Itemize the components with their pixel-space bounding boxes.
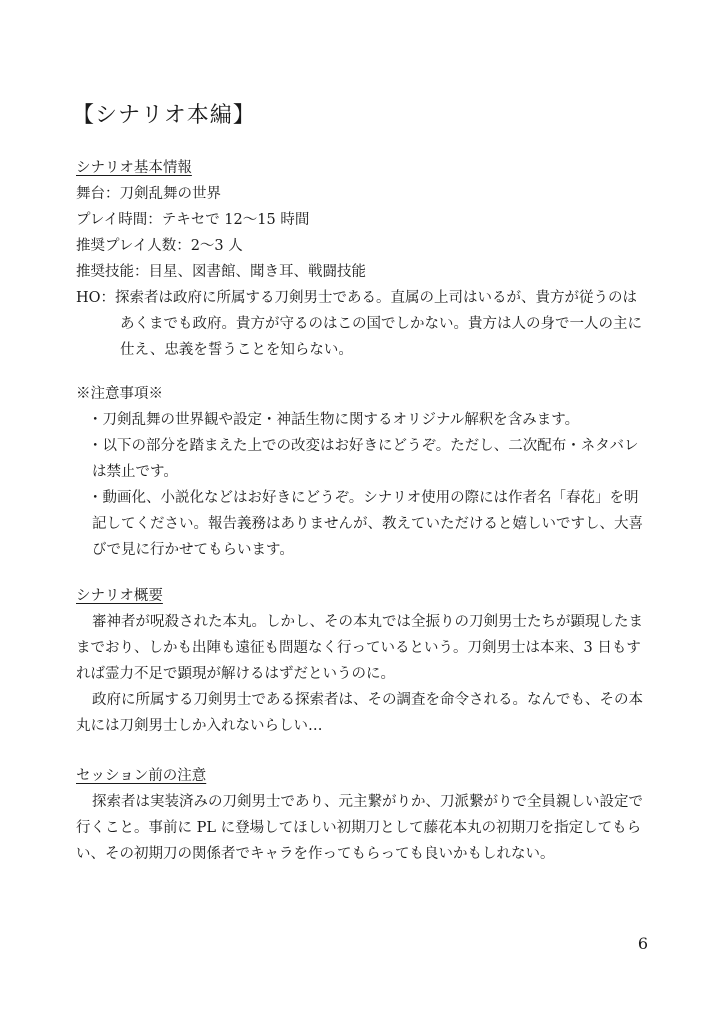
page-number: 6 <box>637 934 648 953</box>
note-line-6: びで見に行かせてもらいます。 <box>92 542 294 558</box>
overview-line-3: れば霊力不足で顕現が解けるはずだというのに。 <box>76 666 395 682</box>
overview-line-5: 丸には刀剣男士しか入れないらしい… <box>76 718 323 734</box>
play-time-line: プレイ時間：テキセで 12〜15 時間 <box>76 212 310 228</box>
pre-session-heading: セッション前の注意 <box>76 768 207 784</box>
overview-line-2: までおり、しかも出陣も遠征も問題なく行っているという。刀剣男士は本来、3 日もす <box>76 640 641 656</box>
stage-line: 舞台：刀剣乱舞の世界 <box>76 186 221 202</box>
ho-line-3: 仕え、忠義を誓うことを知らない。 <box>120 342 353 358</box>
overview-heading: シナリオ概要 <box>76 588 163 604</box>
ho-line-2: あくまでも政府。貴方が守るのはこの国でしかない。貴方は人の身で一人の主に <box>120 316 642 332</box>
ho-line-1: HO：探索者は政府に所属する刀剣男士である。直属の上司はいるが、貴方が従うのは <box>76 290 638 306</box>
note-line-4: ・動画化、小説化などはお好きにどうぞ。シナリオ使用の際には作者名「春花」を明 <box>88 490 639 506</box>
notes-heading: ※注意事項※ <box>76 386 163 402</box>
overview-line-1: 審神者が呪殺された本丸。しかし、その本丸では全振りの刀剣男士たちが顕現したま <box>92 614 643 630</box>
players-line: 推奨プレイ人数：2〜3 人 <box>76 238 243 254</box>
page-title: 【シナリオ本編】 <box>72 103 256 128</box>
note-line-3: は禁止です。 <box>92 464 178 480</box>
skills-line: 推奨技能：目星、図書館、聞き耳、戦闘技能 <box>76 264 366 280</box>
pre-session-line-2: 行くこと。事前に PL に登場してほしい初期刀として藤花本丸の初期刀を指定してもら <box>76 820 642 836</box>
basic-info-heading: シナリオ基本情報 <box>76 160 192 176</box>
pre-session-line-1: 探索者は実装済みの刀剣男士であり、元主繋がりか、刀派繋がりで全員親しい設定で <box>92 794 643 810</box>
note-line-2: ・以下の部分を踏まえた上での改変はお好きにどうぞ。ただし、二次配布・ネタバレ <box>88 438 639 454</box>
pre-session-line-3: い、その初期刀の関係者でキャラを作ってもらっても良いかもしれない。 <box>76 846 555 862</box>
overview-line-4: 政府に所属する刀剣男士である探索者は、その調査を命令される。なんでも、その本 <box>92 692 643 708</box>
note-line-1: ・刀剣乱舞の世界観や設定・神話生物に関するオリジナル解釈を含みます。 <box>88 412 580 428</box>
note-line-5: 記してください。報告義務はありませんが、教えていただけると嬉しいですし、大喜 <box>92 516 643 532</box>
